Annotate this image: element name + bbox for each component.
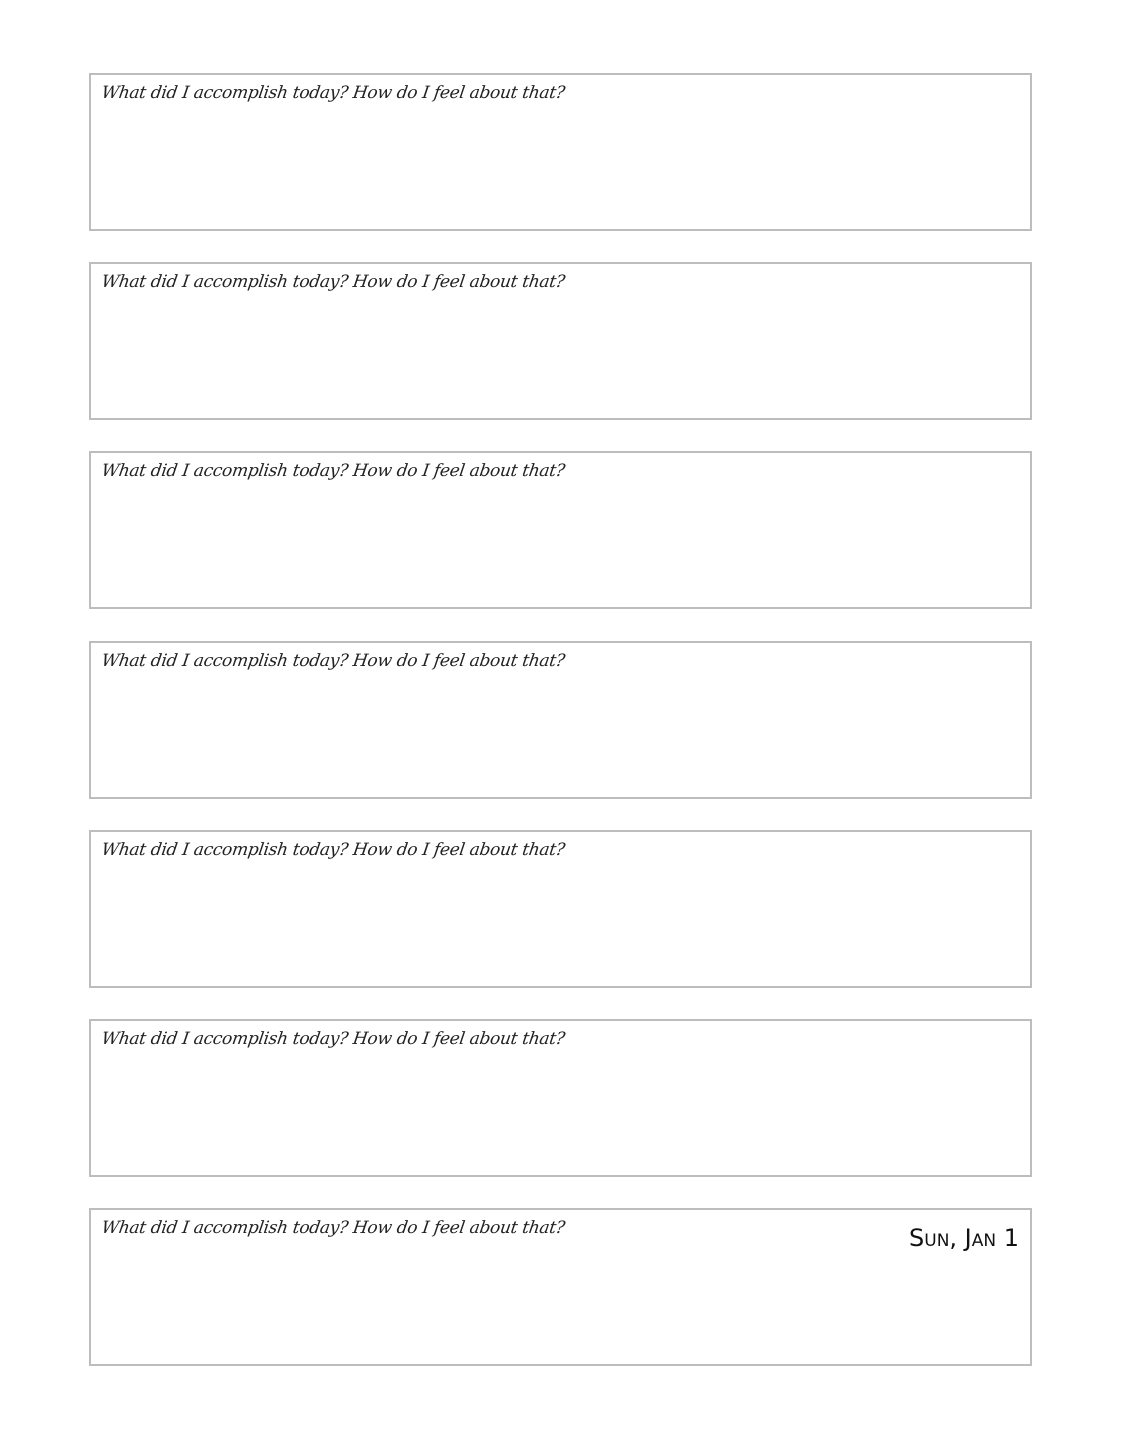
entry-prompt: What did I accomplish today? How do I feel about that? — [100, 1029, 567, 1049]
journal-entry-box[interactable] — [89, 1208, 1032, 1366]
entry-prompt: What did I accomplish today? How do I feel about that? — [100, 272, 567, 292]
entry-prompt: What did I accomplish today? How do I feel about that? — [100, 83, 567, 103]
entry-prompt: What did I accomplish today? How do I feel about that? — [100, 1218, 567, 1238]
journal-entry-box[interactable] — [89, 641, 1032, 799]
entry-prompt: What did I accomplish today? How do I feel about that? — [100, 651, 567, 671]
entry-prompt: What did I accomplish today? How do I feel about that? — [100, 461, 567, 481]
journal-entry-box[interactable] — [89, 451, 1032, 609]
entry-prompt: What did I accomplish today? How do I feel about that? — [100, 840, 567, 860]
journal-entry-box[interactable] — [89, 73, 1032, 231]
journal-entry-box[interactable] — [89, 830, 1032, 988]
entry-date: Sun, Jan 1 — [909, 1224, 1019, 1252]
journal-entry-box[interactable] — [89, 262, 1032, 420]
journal-entry-box[interactable] — [89, 1019, 1032, 1177]
